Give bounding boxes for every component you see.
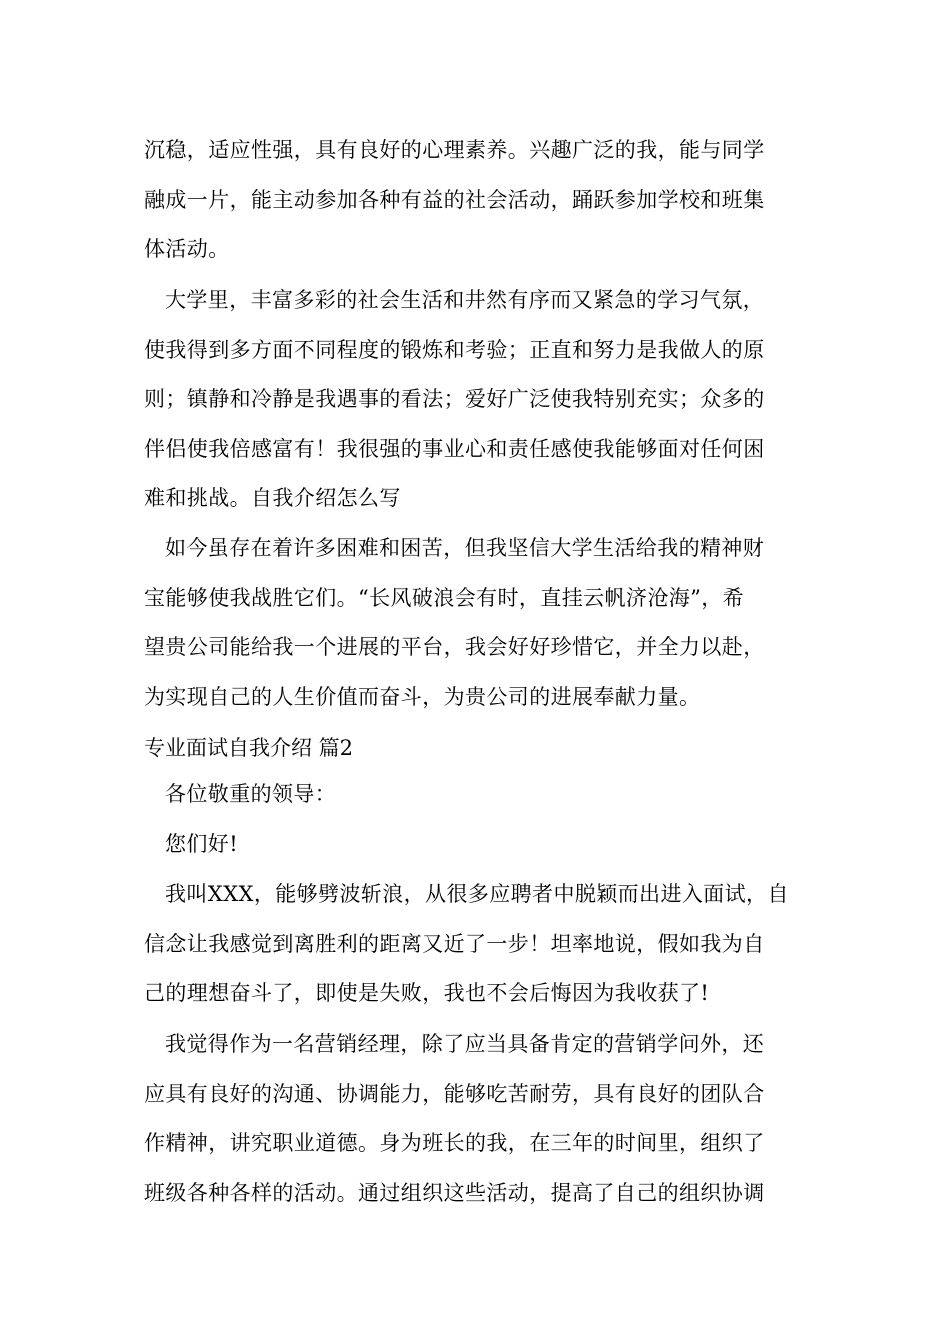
text-line: 您们好! — [165, 832, 239, 856]
text-line: 班级各种各样的活动。通过组织这些活动，提高了自己的组织协调 — [144, 1180, 765, 1205]
paragraph-1 — [144, 126, 806, 275]
text-line: 各位敬重的领导： — [165, 782, 337, 806]
salutation-line — [144, 770, 806, 820]
text-line: 伴侣使我倍感富有！我很强的事业心和责任感使我能够面对任何困 — [144, 436, 765, 461]
text-line: 如今虽存在着许多困难和困苦，但我坚信大学生活给我的精神财 — [165, 536, 765, 560]
text-line: 难和挑战。自我介绍怎么写 — [144, 486, 401, 511]
section-heading: 专业面试自我介绍 篇2 — [144, 736, 354, 760]
text-line: 作精神，讲究职业道德。身为班长的我，在三年的时间里，组织了 — [144, 1131, 765, 1156]
text-line: 融成一片，能主动参加各种有益的社会活动，踊跃参加学校和班集 — [144, 187, 765, 212]
paragraph-5 — [144, 1020, 806, 1218]
text-line: 大学里，丰富多彩的社会生活和井然有序而又紧急的学习气氛， — [165, 288, 765, 312]
paragraph-3 — [144, 524, 806, 722]
text-line: 为实现自己的人生价值而奋斗，为贵公司的进展奉献力量。 — [144, 684, 701, 709]
text-line: 望贵公司能给我一个进展的平台，我会好好珍惜它，并全力以赴， — [144, 635, 765, 660]
text-line: 应具有良好的沟通、协调能力，能够吃苦耐劳，具有良好的团队合 — [144, 1081, 765, 1106]
text-line: 信念让我感觉到离胜利的距离又近了一步！坦率地说，假如我为自 — [144, 931, 765, 956]
paragraph-2 — [144, 276, 806, 524]
text-line: 我叫XXX，能够劈波斩浪，从很多应聘者中脱颖而出进入面试，自 — [165, 882, 789, 906]
text-line: 己的理想奋斗了，即使是失败，我也不会后悔因为我收获了! — [144, 981, 710, 1006]
text-line: 宝能够使我战胜它们。“长风破浪会有时，直挂云帆济沧海”，希 — [144, 585, 745, 610]
text-line: 使我得到多方面不同程度的锻炼和考验；正直和努力是我做人的原 — [144, 337, 765, 362]
text-line: 则；镇静和冷静是我遇事的看法；爱好广泛使我特别充实；众多的 — [144, 387, 765, 412]
text-line: 我觉得作为一名营销经理，除了应当具备肯定的营销学问外，还 — [165, 1032, 765, 1056]
text-line: 沉稳，适应性强，具有良好的心理素养。兴趣广泛的我，能与同学 — [144, 138, 765, 162]
paragraph-4 — [144, 870, 806, 1019]
greeting-line — [144, 820, 806, 870]
text-line: 体活动。 — [144, 237, 230, 262]
